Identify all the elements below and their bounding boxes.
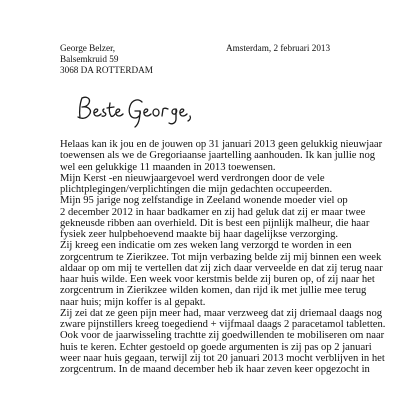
body-line: fysiek zeer hulpbehoevend maakte bij haar dagelijkse verzorging. [60, 229, 339, 240]
body-line: 2 december 2012 in haar badkamer en zij had geluk dat zij er maar twee [60, 206, 366, 218]
sender-street: Balsemkruid 59 [60, 54, 119, 65]
letter-date: Amsterdam, 2 februari 2013 [226, 43, 331, 53]
body-line: Mijn Kerst -en nieuwjaargevoel werd verdrongen door de vele [60, 172, 325, 184]
body-line: toewensen als we de Gregoriaanse jaartelling aanhouden. Ik kan jullie nog [60, 150, 376, 162]
body-line: wel een gelukkige 11 maanden in 2013 toewensen. [60, 161, 276, 173]
body-line: zorgcentrum in Zierikzee wilden komen, dan rijd ik met jullie mee terug [60, 285, 367, 297]
handwritten-salutation [72, 94, 202, 130]
salutation-handwriting [72, 94, 202, 130]
body-line: Mijn 95 jarige nog zelfstandige in Zeeland wonende moeder viel op [60, 195, 348, 207]
body-line: weer naar huis gegaan, terwijl zij tot 20 januari 2013 mocht verblijven in het [60, 352, 385, 364]
sender-address [60, 43, 153, 77]
sender-name: George Belzer, [60, 43, 116, 53]
body-line: Zij kreeg een indicatie om zes weken lang verzorgd te worden in een [60, 240, 352, 252]
body-line: gekneusde ribben aan overhield. Dit is best een pijnlijk malheur, die haar [60, 217, 370, 229]
body-line: Zij zei dat ze geen pijn meer had, maar verzweeg dat zij driemaal daags nog [60, 307, 383, 319]
letter-body [60, 139, 400, 375]
body-line: Helaas kan ik jou en de jouwen op 31 januari 2013 geen gelukkig nieuwjaar [60, 139, 383, 150]
body-line: aldaar op om mij te vertellen dat zij zich daar verveelde en dat zij terug naar [60, 262, 383, 274]
body-line: plichtplegingen/verplichtingen die mijn gedachten occupeerden. [60, 184, 333, 195]
body-line: zware pijnstillers kreeg toegediend + vijfmaal daags 2 paracetamol tabletten. [60, 319, 386, 330]
body-line: zorgcentrum te Zierikzee. Tot mijn verbazing belde zij mij binnen een week [60, 251, 382, 263]
body-line: haar huis wilde. Een week voor kerstmis belde zij buren op, of zij naar het [60, 274, 375, 285]
body-line: zorgcentrum. In de maand december heb ik haar zeven keer opgezocht in [60, 364, 370, 375]
body-line: naar huis; mijn koffer is al gepakt. [60, 296, 206, 308]
body-line: Ook voor de jaarwisseling trachtte zij goedwillenden te mobiliseren om naar [60, 330, 385, 342]
sender-postal-city: 3068 DA ROTTERDAM [60, 65, 153, 76]
body-line: huis te keren. Echter gestoeld op goede argumenten is zij pas op 2 januari [60, 341, 372, 353]
